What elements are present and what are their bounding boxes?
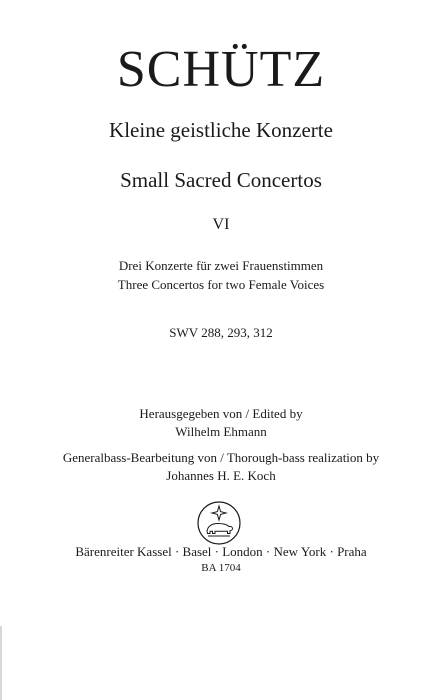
page-edge-shadow — [0, 626, 2, 700]
publisher-logo-icon — [196, 500, 242, 546]
continuo-role: Generalbass-Bearbeitung von / Thorough-bass realization by — [62, 450, 380, 465]
title-german: Kleine geistliche Konzerte — [109, 118, 333, 142]
description-english: Three Concertos for two Female Voices — [117, 277, 325, 292]
swv-catalog: SWV 288, 293, 312 — [169, 325, 273, 340]
composer-name: SCHÜTZ — [116, 41, 326, 98]
description-german: Drei Konzerte für zwei Frauenstimmen — [118, 258, 324, 273]
editor-name: Wilhelm Ehmann — [175, 424, 267, 439]
editor-role: Herausgegeben von / Edited by — [139, 406, 303, 421]
volume-number: VI — [212, 216, 230, 233]
continuo-name: Johannes H. E. Koch — [166, 468, 276, 483]
publisher-imprint: Bärenreiter Kassel · Basel · London · New York · Praha — [75, 544, 367, 559]
catalog-number: BA 1704 — [201, 562, 241, 574]
title-english: Small Sacred Concertos — [120, 168, 322, 192]
